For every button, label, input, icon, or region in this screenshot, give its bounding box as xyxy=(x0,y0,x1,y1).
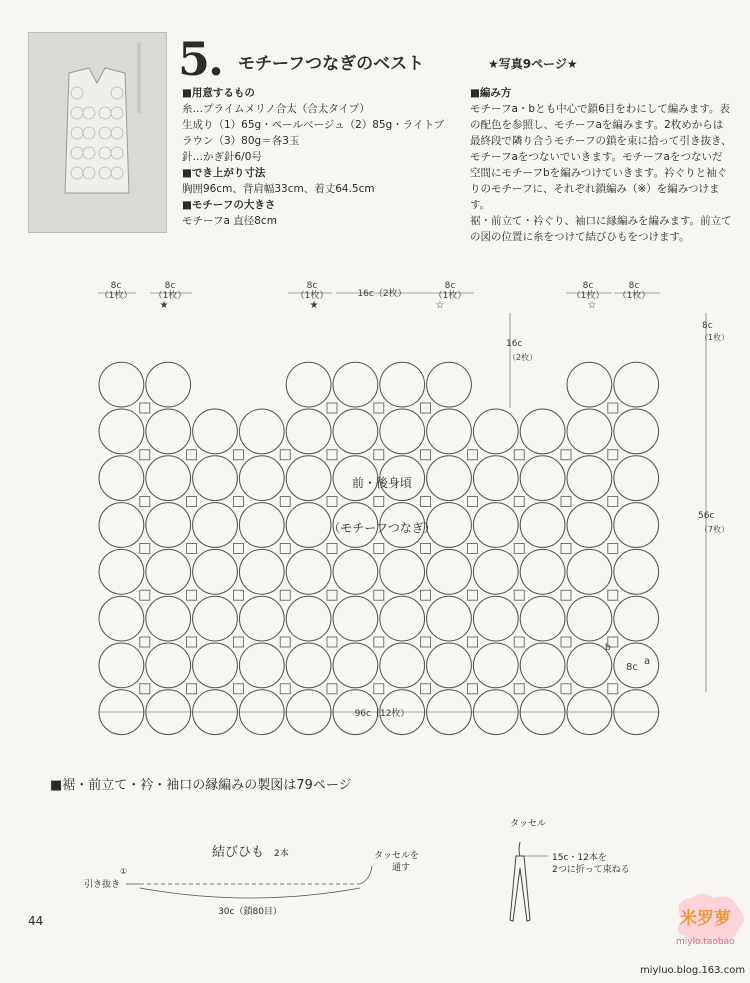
motif-a xyxy=(520,503,565,548)
motif-b xyxy=(374,543,384,553)
motif-a xyxy=(99,362,144,407)
method-line: 空間にモチーフbを編みつけていきます。衿ぐりと袖ぐ xyxy=(470,167,728,179)
star-mark: ★ xyxy=(309,300,319,311)
tie-title: 結びひも xyxy=(212,845,265,860)
motif-b xyxy=(327,497,337,507)
motif-b-letter: b xyxy=(605,643,611,653)
motif-a xyxy=(239,456,284,501)
motif-b xyxy=(561,543,571,553)
motif-a xyxy=(333,362,378,407)
motif-a xyxy=(239,409,284,454)
motif-b xyxy=(233,497,243,507)
tie-tassel-pass: タッセルを xyxy=(374,851,420,861)
motif-a xyxy=(99,596,144,641)
page-number: 44 xyxy=(28,914,44,928)
motif-b xyxy=(280,450,290,460)
motif-b xyxy=(374,590,384,600)
photo-reference: ★写真9ページ★ xyxy=(488,57,578,71)
motif-a xyxy=(380,643,425,688)
dim-label: （1枚） xyxy=(295,291,329,301)
motif-a xyxy=(567,549,612,594)
motif-b xyxy=(467,684,477,694)
materials-line: 生成り（1）65g・ペールベージュ（2）85g・ライトブ xyxy=(182,119,445,131)
motif-b xyxy=(421,497,431,507)
motif-a xyxy=(333,409,378,454)
motif-a xyxy=(520,596,565,641)
dim-label: （1枚） xyxy=(99,291,133,301)
motif-b xyxy=(421,684,431,694)
motif-b xyxy=(280,543,290,553)
tie-circle-mark: ① xyxy=(120,867,128,876)
tassel-title: タッセル xyxy=(510,819,547,829)
dim-label: 16c xyxy=(506,339,523,349)
pattern-number: 5. xyxy=(178,32,223,86)
motif-a xyxy=(567,409,612,454)
motif-b xyxy=(514,543,524,553)
motif-a xyxy=(239,549,284,594)
motif-a xyxy=(427,362,472,407)
motif-a xyxy=(286,456,331,501)
motif-b xyxy=(280,590,290,600)
motif-a xyxy=(614,456,659,501)
motif-a xyxy=(333,596,378,641)
motif-a xyxy=(567,362,612,407)
dim-label: 8c xyxy=(306,281,318,291)
motif-a xyxy=(146,362,191,407)
motif-a xyxy=(380,409,425,454)
motif-b xyxy=(608,403,618,413)
motif-a xyxy=(239,596,284,641)
diagram-center-label: 前・後身頃 xyxy=(351,476,413,490)
motif-a xyxy=(473,503,518,548)
motif-b xyxy=(608,684,618,694)
dim-label: 96c（12枚） xyxy=(354,709,410,719)
motif-a xyxy=(380,362,425,407)
motif-b xyxy=(327,684,337,694)
method-line: モチーフa・bとも中心で鎖6目をわにして編みます。表 xyxy=(470,103,730,115)
motif-a xyxy=(193,549,238,594)
motif-b xyxy=(608,543,618,553)
star-open-mark: ☆ xyxy=(587,300,597,311)
tassel-top xyxy=(519,842,520,856)
motif-a xyxy=(286,503,331,548)
motif-b xyxy=(327,590,337,600)
motif-a xyxy=(193,503,238,548)
motif-a xyxy=(473,596,518,641)
materials-heading: ■用意するもの xyxy=(182,87,255,99)
method-line: りのモチーフに、それぞれ鎖編み（※）を編みつけます。 xyxy=(470,183,720,211)
dim-label: 8c xyxy=(444,281,456,291)
motif-a xyxy=(99,643,144,688)
motif-a xyxy=(567,503,612,548)
motif-a xyxy=(427,643,472,688)
materials-line: ラウン（3）80g＝各3玉 xyxy=(182,135,300,147)
dim-label: 8c xyxy=(582,281,594,291)
motif-a xyxy=(614,409,659,454)
motif-b xyxy=(421,543,431,553)
motif-a xyxy=(520,549,565,594)
motif-b xyxy=(327,543,337,553)
page-title: モチーフつなぎのベスト xyxy=(238,54,425,74)
motif-a xyxy=(146,596,191,641)
motif-b xyxy=(467,450,477,460)
motif-a xyxy=(333,643,378,688)
tassel-desc2: 2つに折って束ねる xyxy=(552,865,630,875)
motif-a xyxy=(473,409,518,454)
motif-a xyxy=(193,456,238,501)
motif-b xyxy=(140,684,150,694)
dim-label: 56c xyxy=(698,511,715,521)
motif-a xyxy=(239,643,284,688)
motif-a xyxy=(473,549,518,594)
motif-a xyxy=(146,409,191,454)
motif-a xyxy=(427,456,472,501)
motif-a xyxy=(146,643,191,688)
motif-a xyxy=(99,503,144,548)
motif-a xyxy=(427,409,472,454)
motif-b xyxy=(374,450,384,460)
materials-line: 針…かぎ針6/0号 xyxy=(182,151,262,163)
motif-b xyxy=(187,543,197,553)
motif-b xyxy=(140,637,150,647)
tie-pointer xyxy=(360,866,372,884)
motif-b xyxy=(514,590,524,600)
tassel-body xyxy=(510,856,530,921)
motif-b xyxy=(467,497,477,507)
motif-b xyxy=(421,403,431,413)
method-line: モチーフaをつないでいきます。モチーフaをつないだ xyxy=(470,151,723,163)
motif-b xyxy=(374,497,384,507)
motif-b xyxy=(233,450,243,460)
motif-text: モチーフa 直径8cm xyxy=(182,215,277,227)
motif-b xyxy=(280,637,290,647)
motif-a xyxy=(473,643,518,688)
method-line: の配色を参照し、モチーフaを編みます。2枚めからは xyxy=(470,119,724,131)
tie-hikinuki: 引き抜き xyxy=(84,880,121,890)
motif-a xyxy=(286,362,331,407)
motif-b xyxy=(561,590,571,600)
motif-b xyxy=(187,497,197,507)
dim-label: 8c xyxy=(702,321,713,331)
motif-a xyxy=(520,643,565,688)
motif-b xyxy=(421,637,431,647)
star-open-mark: ☆ xyxy=(435,300,445,311)
motif-a xyxy=(520,409,565,454)
motif-a xyxy=(520,456,565,501)
method-line: の図の位置に糸をつけて結びひもをつけます。 xyxy=(470,231,690,243)
motif-a xyxy=(286,549,331,594)
motif-b xyxy=(140,450,150,460)
motif-b xyxy=(187,590,197,600)
motif-b xyxy=(280,684,290,694)
motif-b xyxy=(421,590,431,600)
motif-a xyxy=(286,409,331,454)
motif-b xyxy=(187,684,197,694)
motif-b xyxy=(327,403,337,413)
dim-label: （1枚） xyxy=(153,291,187,301)
motif-a xyxy=(193,409,238,454)
dim-label: （7枚） xyxy=(700,525,730,534)
dim-label: 8c xyxy=(164,281,176,291)
motif-b xyxy=(608,450,618,460)
size-text: 胸囲96cm、背肩幅33cm、着丈64.5cm xyxy=(182,183,375,195)
motif-b xyxy=(140,590,150,600)
motif-b xyxy=(467,590,477,600)
motif-a xyxy=(473,456,518,501)
motif-b xyxy=(514,637,524,647)
motif-b xyxy=(327,450,337,460)
logo-sub: miylo.taobao xyxy=(676,937,735,947)
tie-length: 30c（鎖80目） xyxy=(218,907,282,917)
motif-a xyxy=(99,549,144,594)
dim-label: （1枚） xyxy=(571,291,605,301)
motif-a xyxy=(286,643,331,688)
motif-b xyxy=(327,637,337,647)
tassel-desc1: 15c・12本を xyxy=(552,853,607,863)
motif-b xyxy=(514,450,524,460)
tie-count: 2本 xyxy=(274,849,289,859)
motif-a xyxy=(614,549,659,594)
dim-label: （2枚） xyxy=(508,353,538,362)
motif-a xyxy=(99,456,144,501)
logo-text: 米罗萝 xyxy=(680,909,731,929)
diagram-center-sub: （モチーフつなぎ） xyxy=(328,521,436,535)
motif-a xyxy=(146,456,191,501)
motif-a xyxy=(614,503,659,548)
motif-heading: ■モチーフの大きさ xyxy=(182,199,276,211)
motif-a xyxy=(333,549,378,594)
motif-b xyxy=(233,590,243,600)
size-heading: ■でき上がり寸法 xyxy=(182,167,266,179)
motif-b xyxy=(140,403,150,413)
motif-b xyxy=(140,543,150,553)
motif-a xyxy=(567,456,612,501)
method-line: 裾・前立て・衿ぐり、袖口に縁編みを編みます。前立て xyxy=(470,215,732,227)
motif-b xyxy=(514,497,524,507)
star-mark: ★ xyxy=(159,300,169,311)
motif-b xyxy=(280,497,290,507)
motif-b xyxy=(608,497,618,507)
motif-a xyxy=(239,503,284,548)
motif-b xyxy=(187,450,197,460)
motif-a xyxy=(427,596,472,641)
motif-b xyxy=(514,684,524,694)
motif-b xyxy=(421,450,431,460)
materials-line: 糸…プライムメリノ合太（合太タイプ） xyxy=(182,103,370,115)
motif-a xyxy=(286,596,331,641)
motif-b xyxy=(233,543,243,553)
motif-a xyxy=(193,596,238,641)
motif-a-size: 8c xyxy=(626,662,638,673)
blog-url: miyluo.blog.163.com xyxy=(640,965,746,976)
motif-a xyxy=(146,549,191,594)
dim-label: （1枚） xyxy=(700,333,730,342)
motif-b xyxy=(187,637,197,647)
motif-a xyxy=(193,643,238,688)
motif-a xyxy=(567,596,612,641)
dim-label: 16c（2枚） xyxy=(357,289,407,299)
dim-label: 8c xyxy=(110,281,122,291)
dim-label: （1枚） xyxy=(617,291,651,301)
motif-a xyxy=(614,596,659,641)
motif-b xyxy=(467,637,477,647)
motif-b-grid xyxy=(140,403,618,694)
motif-b xyxy=(467,543,477,553)
edging-note: ■裾・前立て・衿・袖口の縁編みの製図は79ページ xyxy=(50,778,352,793)
shop-logo xyxy=(672,890,750,950)
motif-b xyxy=(608,590,618,600)
motif-b xyxy=(374,684,384,694)
motif-b xyxy=(561,684,571,694)
tie-tassel-pass2: 通す xyxy=(392,863,411,873)
motif-b xyxy=(374,403,384,413)
motif-b xyxy=(233,684,243,694)
method-heading: ■編み方 xyxy=(470,87,512,99)
motif-a xyxy=(99,409,144,454)
dim-label: （1枚） xyxy=(433,291,467,301)
motif-b xyxy=(140,497,150,507)
motif-a xyxy=(380,596,425,641)
dim-label: 8c xyxy=(628,281,640,291)
motif-a-letter: a xyxy=(644,656,651,667)
motif-a xyxy=(146,503,191,548)
motif-b xyxy=(561,497,571,507)
motif-b xyxy=(374,637,384,647)
method-line: 最終段で隣り合うモチーフの鎖を束に拾って引き抜き、 xyxy=(470,135,732,147)
motif-a xyxy=(427,549,472,594)
tie-brace xyxy=(140,888,360,898)
motif-b xyxy=(233,637,243,647)
motif-b xyxy=(561,450,571,460)
motif-a xyxy=(380,549,425,594)
motif-b xyxy=(561,637,571,647)
motif-a xyxy=(614,362,659,407)
